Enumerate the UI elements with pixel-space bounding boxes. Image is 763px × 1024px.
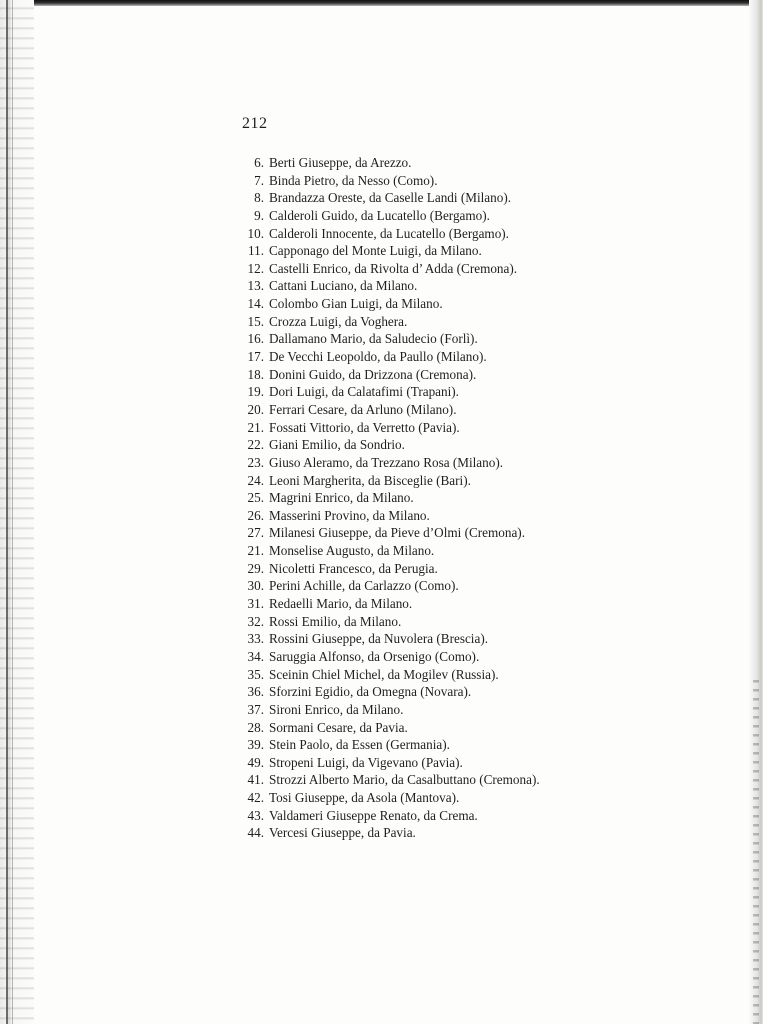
list-item xyxy=(238,419,598,437)
entry-text: Sforzini Egidio, da Omegna (Novara). xyxy=(269,684,472,700)
list-item xyxy=(238,242,598,260)
entry-text: Giani Emilio, da Sondrio. xyxy=(269,437,405,453)
entry-number: 49. xyxy=(247,754,264,770)
list-item xyxy=(238,295,598,313)
entry-number: 26. xyxy=(247,507,264,523)
list-item xyxy=(238,313,598,331)
list-item xyxy=(238,736,598,754)
entry-number: 9. xyxy=(254,207,264,223)
entry-number: 34. xyxy=(247,648,264,664)
entry-text: Fossati Vittorio, da Verretto (Pavia). xyxy=(269,419,460,435)
list-item xyxy=(238,277,598,295)
entry-number: 42. xyxy=(247,790,264,806)
entry-number: 19. xyxy=(247,384,264,400)
entry-number: 14. xyxy=(247,296,264,312)
entry-text: Saruggia Alfonso, da Orsenigo (Como). xyxy=(269,648,480,664)
list-item xyxy=(238,771,598,789)
list-item xyxy=(238,383,598,401)
list-item xyxy=(238,577,598,595)
entry-text: Donini Guido, da Drizzona (Cremona). xyxy=(269,366,477,382)
entry-number: 36. xyxy=(247,684,264,700)
entry-text: Magrini Enrico, da Milano. xyxy=(269,490,414,506)
list-item xyxy=(238,701,598,719)
entry-number: 8. xyxy=(254,190,264,206)
entry-text: Vercesi Giuseppe, da Pavia. xyxy=(269,825,416,841)
entry-text: Ferrari Cesare, da Arluno (Milano). xyxy=(269,401,457,417)
entry-text: Monselise Augusto, da Milano. xyxy=(269,543,435,559)
entry-text: Dori Luigi, da Calatafimi (Trapani). xyxy=(269,384,459,400)
entry-text: Sceinin Chiel Michel, da Mogilev (Russia). xyxy=(269,666,499,682)
list-item xyxy=(238,472,598,490)
list-item xyxy=(238,613,598,631)
list-item xyxy=(238,542,598,560)
entry-text: Rossi Emilio, da Milano. xyxy=(269,613,402,629)
entry-text: Colombo Gian Luigi, da Milano. xyxy=(269,296,443,312)
entry-number: 28. xyxy=(247,719,264,735)
entry-text: Giuso Aleramo, da Trezzano Rosa (Milano). xyxy=(269,454,504,470)
entry-text: Masserini Provino, da Milano. xyxy=(269,507,430,523)
list-item xyxy=(238,225,598,243)
list-item xyxy=(238,807,598,825)
entry-text: Crozza Luigi, da Voghera. xyxy=(269,313,408,329)
entry-text: Leoni Margherita, da Bisceglie (Bari). xyxy=(269,472,471,488)
entry-text: Stein Paolo, da Essen (Germania). xyxy=(269,737,450,753)
scan-top-edge xyxy=(0,0,763,6)
entry-number: 41. xyxy=(247,772,264,788)
list-item xyxy=(238,789,598,807)
entry-number: 35. xyxy=(247,666,264,682)
entry-text: Strozzi Alberto Mario, da Casalbuttano (Cremona). xyxy=(269,772,540,788)
entry-text: Berti Giuseppe, da Arezzo. xyxy=(269,155,412,170)
entry-text: Redaelli Mario, da Milano. xyxy=(269,596,413,612)
list-item xyxy=(238,260,598,278)
entry-number: 21. xyxy=(247,419,264,435)
entry-number: 11. xyxy=(248,243,264,259)
list-item xyxy=(238,401,598,419)
entry-number: 44. xyxy=(247,825,264,841)
list-item xyxy=(238,189,598,207)
list-item xyxy=(238,330,598,348)
list-item xyxy=(238,630,598,648)
entry-text: Cattani Luciano, da Milano. xyxy=(269,278,418,294)
list-item xyxy=(238,366,598,384)
entry-number: 29. xyxy=(247,560,264,576)
entry-text: Calderoli Guido, da Lucatello (Bergamo). xyxy=(269,207,490,223)
entry-text: Brandazza Oreste, da Caselle Landi (Milano). xyxy=(269,190,512,206)
entry-number: 15. xyxy=(247,313,264,329)
list-item xyxy=(238,595,598,613)
entry-number: 27. xyxy=(247,525,264,541)
entry-text: Milanesi Giuseppe, da Pieve d’Olmi (Cremona). xyxy=(269,525,525,541)
list-item xyxy=(238,348,598,366)
entry-number: 6. xyxy=(254,155,264,170)
entry-number: 25. xyxy=(247,490,264,506)
entry-text: Perini Achille, da Carlazzo (Como). xyxy=(269,578,459,594)
entry-text: Calderoli Innocente, da Lucatello (Bergamo). xyxy=(269,225,509,241)
list-item xyxy=(238,648,598,666)
entry-number: 37. xyxy=(247,701,264,717)
entry-number: 23. xyxy=(247,454,264,470)
entry-text: De Vecchi Leopoldo, da Paullo (Milano). xyxy=(269,349,487,365)
entry-number: 7. xyxy=(254,172,264,188)
list-item xyxy=(238,154,598,172)
list-item xyxy=(238,489,598,507)
entry-number: 16. xyxy=(247,331,264,347)
entry-number: 24. xyxy=(247,472,264,488)
entry-text: Valdameri Giuseppe Renato, da Crema. xyxy=(269,807,478,823)
entry-text: Castelli Enrico, da Rivolta d’ Adda (Cremona). xyxy=(269,260,518,276)
entry-number: 10. xyxy=(247,225,264,241)
scan-right-noise xyxy=(753,680,759,1024)
entry-number: 12. xyxy=(247,260,264,276)
entry-text: Stropeni Luigi, da Vigevano (Pavia). xyxy=(269,754,463,770)
list-item xyxy=(238,436,598,454)
binding-line xyxy=(6,0,8,1024)
entry-number: 13. xyxy=(247,278,264,294)
list-item xyxy=(238,524,598,542)
entry-number: 17. xyxy=(247,349,264,365)
entry-number: 20. xyxy=(247,401,264,417)
entry-text: Capponago del Monte Luigi, da Milano. xyxy=(269,243,482,259)
list-item xyxy=(238,824,598,842)
entry-number: 33. xyxy=(247,631,264,647)
entry-number: 43. xyxy=(247,807,264,823)
entry-text: Sormani Cesare, da Pavia. xyxy=(269,719,408,735)
entry-text: Nicoletti Francesco, da Perugia. xyxy=(269,560,438,576)
entry-number: 32. xyxy=(247,613,264,629)
list-item xyxy=(238,560,598,578)
names-list xyxy=(238,154,598,842)
list-item xyxy=(238,683,598,701)
entry-number: 18. xyxy=(247,366,264,382)
list-item xyxy=(238,719,598,737)
entry-text: Tosi Giuseppe, da Asola (Mantova). xyxy=(269,790,460,806)
list-item xyxy=(238,207,598,225)
entry-number: 31. xyxy=(247,596,264,612)
binding-line-secondary xyxy=(12,0,13,1024)
list-item xyxy=(238,666,598,684)
entry-number: 30. xyxy=(247,578,264,594)
entry-text: Dallamano Mario, da Saludecio (Forlì). xyxy=(269,331,478,347)
list-item xyxy=(238,454,598,472)
entry-text: Rossini Giuseppe, da Nuvolera (Brescia). xyxy=(269,631,489,647)
list-item xyxy=(238,507,598,525)
page-number: 212 xyxy=(242,115,268,132)
list-item xyxy=(238,754,598,772)
entry-number: 39. xyxy=(247,737,264,753)
entry-text: Binda Pietro, da Nesso (Como). xyxy=(269,172,438,188)
entry-number: 22. xyxy=(247,437,264,453)
entry-text: Sironi Enrico, da Milano. xyxy=(269,701,404,717)
entry-number: 21. xyxy=(247,543,264,559)
list-item xyxy=(238,172,598,190)
